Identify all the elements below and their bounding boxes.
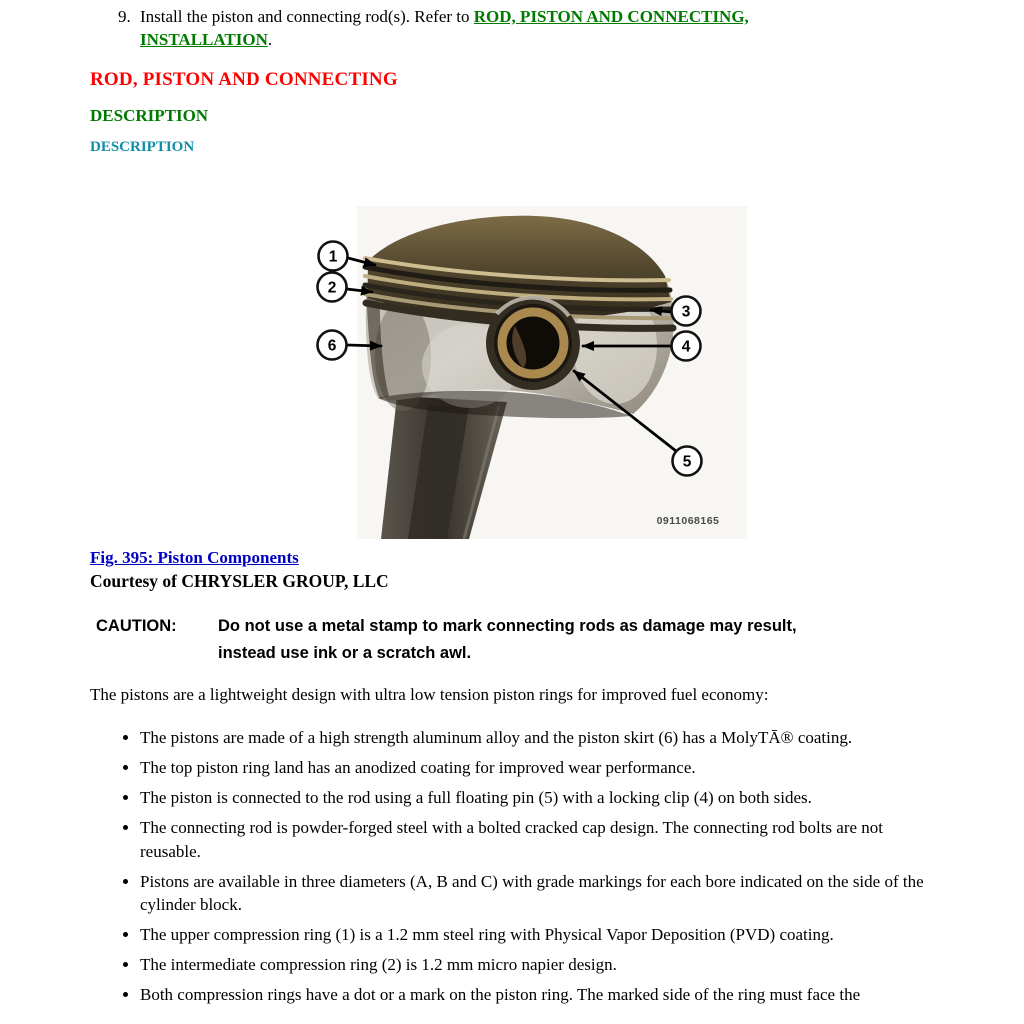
svg-text:3: 3 [681, 303, 691, 321]
svg-text:5: 5 [682, 453, 692, 471]
caution-line-1: Do not use a metal stamp to mark connecting rods as damage may result, [218, 617, 797, 635]
section-heading-rod-piston-connecting: ROD, PISTON AND CONNECTING [90, 69, 398, 90]
step-number: 9. [118, 7, 131, 26]
caution-text [218, 613, 918, 667]
step-item-9 [118, 5, 970, 51]
list-item: • Both compression rings have a dot or a mark on the piston ring. The marked side of the ring must face the [140, 983, 934, 1007]
svg-text:2: 2 [327, 279, 337, 297]
caution-line-2: instead use ink or a scratch awl. [218, 644, 472, 662]
piston-figure-image [285, 206, 747, 539]
list-item: • The intermediate compression ring (2) is 1.2 mm micro napier design. [140, 953, 934, 977]
link-installation-part2[interactable]: INSTALLATION [140, 30, 268, 49]
figure-watermark-id: 0911068165 [656, 515, 720, 527]
svg-text:4: 4 [681, 338, 691, 356]
step-suffix: . [267, 30, 273, 49]
list-item: • The piston is connected to the rod using a full floating pin (5) with a locking clip (4) on both sides. [140, 786, 934, 810]
step-text: Install the piston and connecting rod(s). Refer to [140, 7, 474, 26]
subsection-heading-description-teal: DESCRIPTION [90, 139, 195, 155]
subsection-heading-description-green: DESCRIPTION [90, 106, 209, 125]
caution-label: CAUTION: [96, 617, 177, 635]
list-item: • The top piston ring land has an anodized coating for improved wear performance. [140, 756, 934, 780]
list-item: • The pistons are made of a high strength aluminum alloy and the piston skirt (6) has a MolyTĀ® coating. [140, 726, 934, 750]
svg-text:6: 6 [327, 337, 337, 355]
intro-paragraph: The pistons are a lightweight design with ultra low tension piston rings for improved fuel economy: [90, 685, 769, 704]
piston-notes-list [122, 726, 934, 1007]
figure-courtesy-line: Courtesy of CHRYSLER GROUP, LLC [90, 571, 389, 591]
piston-notes [122, 716, 934, 1013]
list-item: • The upper compression ring (1) is a 1.2 mm steel ring with Physical Vapor Deposition (PVD) coating. [140, 923, 934, 947]
link-rod-piston-connecting-installation[interactable]: ROD, PISTON AND CONNECTING, [473, 7, 749, 26]
caution-block [96, 613, 936, 667]
svg-text:1: 1 [328, 248, 338, 266]
list-item: • Pistons are available in three diameters (A, B and C) with grade markings for each bore indicated on the side of the cylinder block. [140, 870, 934, 917]
list-item: • The connecting rod is powder-forged steel with a bolted cracked cap design. The connecting rod bolts are not reusable. [140, 816, 934, 863]
figure-caption-link[interactable]: Fig. 395: Piston Components [90, 548, 299, 567]
